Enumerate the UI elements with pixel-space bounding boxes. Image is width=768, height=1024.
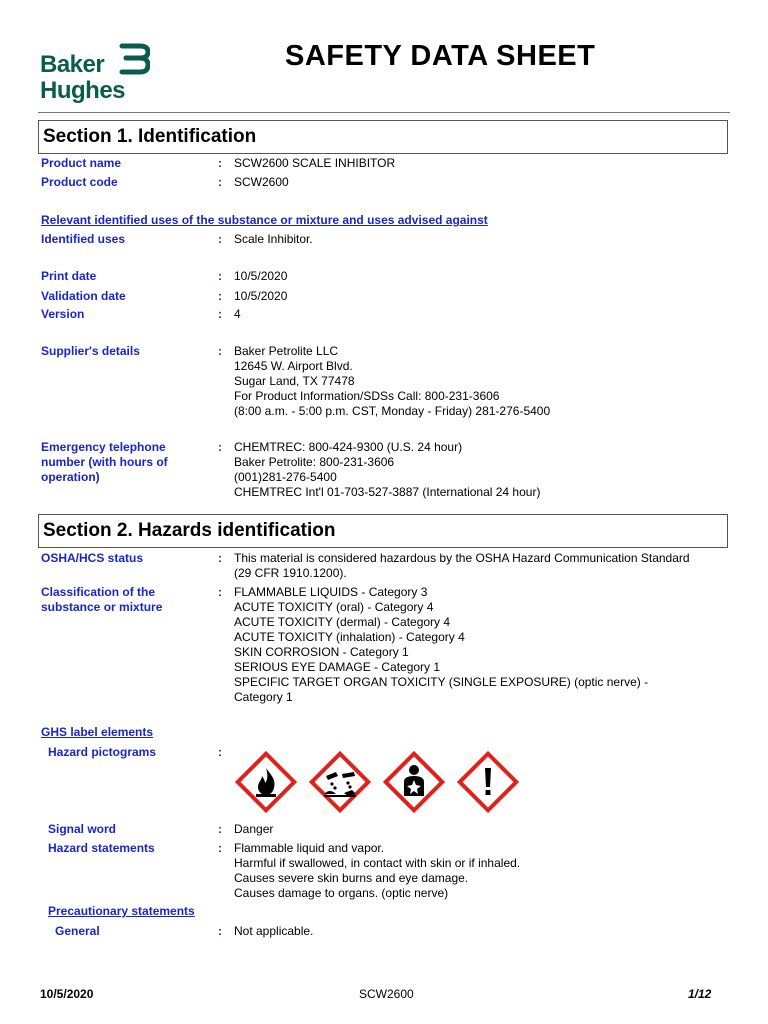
hazard-statements-label: Hazard statements bbox=[48, 841, 155, 855]
signal-word-label: Signal word bbox=[48, 822, 117, 836]
colon: : bbox=[218, 307, 222, 321]
classification-list bbox=[234, 585, 729, 705]
baker-hughes-logo bbox=[40, 40, 160, 104]
hazard-statement: Causes severe skin burns and eye damage. bbox=[234, 871, 469, 885]
print-date-value: 10/5/2020 bbox=[234, 269, 288, 283]
ghs-label-elements-heading[interactable]: GHS label elements bbox=[41, 725, 154, 739]
classification-label-line: Classification of the bbox=[41, 585, 156, 599]
classification-item: SERIOUS EYE DAMAGE - Category 1 bbox=[234, 660, 441, 674]
identified-uses-label: Identified uses bbox=[41, 232, 126, 246]
emergency-line: (001)281-276-5400 bbox=[234, 470, 337, 484]
classification-item: SKIN CORROSION - Category 1 bbox=[234, 645, 409, 659]
product-name-value: SCW2600 SCALE INHIBITOR bbox=[234, 156, 396, 170]
emergency-label-line: number (with hours of bbox=[41, 455, 168, 469]
footer-page-number: 1/12 bbox=[688, 987, 712, 1001]
supplier-line: For Product Information/SDSs Call: 800-231-3606 bbox=[234, 389, 500, 403]
colon: : bbox=[218, 440, 222, 454]
identified-uses-value: Scale Inhibitor. bbox=[234, 232, 313, 246]
precautionary-statements-heading[interactable]: Precautionary statements bbox=[48, 904, 195, 918]
classification-item: SPECIFIC TARGET ORGAN TOXICITY (SINGLE EXPOSURE) (optic nerve) - bbox=[234, 675, 649, 689]
emergency-numbers bbox=[234, 440, 729, 500]
colon: : bbox=[218, 269, 222, 283]
document-title: SAFETY DATA SHEET bbox=[285, 40, 596, 72]
flame-icon bbox=[234, 750, 298, 814]
hazard-statement: Flammable liquid and vapor. bbox=[234, 841, 385, 855]
osha-status-value bbox=[234, 551, 729, 581]
classification-item: ACUTE TOXICITY (dermal) - Category 4 bbox=[234, 615, 451, 629]
emergency-line: CHEMTREC Int'l 01-703-527-3887 (International 24 hour) bbox=[234, 485, 541, 499]
header-divider bbox=[38, 112, 730, 113]
health-hazard-icon bbox=[382, 750, 446, 814]
colon: : bbox=[218, 175, 222, 189]
supplier-line: Sugar Land, TX 77478 bbox=[234, 374, 355, 388]
classification-label bbox=[41, 585, 211, 615]
colon: : bbox=[218, 551, 222, 565]
emergency-label bbox=[41, 440, 211, 485]
footer-product: SCW2600 bbox=[359, 987, 414, 1001]
hazard-statement: Causes damage to organs. (optic nerve) bbox=[234, 886, 449, 900]
hazard-pictograms bbox=[234, 750, 524, 814]
colon: : bbox=[218, 745, 222, 759]
supplier-line: Baker Petrolite LLC bbox=[234, 344, 339, 358]
signal-word-value: Danger bbox=[234, 822, 274, 836]
section-1-heading bbox=[38, 120, 728, 154]
colon: : bbox=[218, 156, 222, 170]
print-date-label: Print date bbox=[41, 269, 97, 283]
relevant-uses-heading[interactable]: Relevant identified uses of the substance or mixture and uses advised against bbox=[41, 213, 488, 227]
version-label: Version bbox=[41, 307, 85, 321]
emergency-line: Baker Petrolite: 800-231-3606 bbox=[234, 455, 395, 469]
version-value: 4 bbox=[234, 307, 241, 321]
validation-date-value: 10/5/2020 bbox=[234, 289, 288, 303]
classification-item: ACUTE TOXICITY (oral) - Category 4 bbox=[234, 600, 434, 614]
logo-mark-icon bbox=[118, 42, 150, 76]
colon: : bbox=[218, 232, 222, 246]
colon: : bbox=[218, 344, 222, 358]
emergency-label-line: operation) bbox=[41, 470, 100, 484]
hazard-pictograms-label: Hazard pictograms bbox=[48, 745, 157, 759]
classification-item: FLAMMABLE LIQUIDS - Category 3 bbox=[234, 585, 428, 599]
colon: : bbox=[218, 924, 222, 938]
emergency-line: CHEMTREC: 800-424-9300 (U.S. 24 hour) bbox=[234, 440, 463, 454]
corrosion-icon bbox=[308, 750, 372, 814]
supplier-line: (8:00 a.m. - 5:00 p.m. CST, Monday - Friday) 281-276-5400 bbox=[234, 404, 551, 418]
exclamation-icon bbox=[456, 750, 520, 814]
supplier-label: Supplier's details bbox=[41, 344, 140, 358]
supplier-details bbox=[234, 344, 729, 419]
classification-item: Category 1 bbox=[234, 690, 293, 704]
product-code-label: Product code bbox=[41, 175, 118, 189]
general-value: Not applicable. bbox=[234, 924, 314, 938]
logo-text-hughes: Hughes bbox=[40, 77, 126, 104]
supplier-line: 12645 W. Airport Blvd. bbox=[234, 359, 353, 373]
product-code-value: SCW2600 bbox=[234, 175, 289, 189]
colon: : bbox=[218, 585, 222, 599]
general-label: General bbox=[55, 924, 100, 938]
footer-date: 10/5/2020 bbox=[40, 987, 94, 1001]
hazard-statements-list bbox=[234, 841, 729, 901]
osha-status-label: OSHA/HCS status bbox=[41, 551, 144, 565]
logo-text-baker: Baker bbox=[40, 51, 105, 78]
hazard-statement: Harmful if swallowed, in contact with skin or if inhaled. bbox=[234, 856, 521, 870]
section-2-heading bbox=[38, 514, 728, 548]
emergency-label-line: Emergency telephone bbox=[41, 440, 166, 454]
classification-label-line: substance or mixture bbox=[41, 600, 163, 614]
product-name-label: Product name bbox=[41, 156, 122, 170]
section-1-title: Section 1. Identification bbox=[43, 126, 257, 147]
osha-line: This material is considered hazardous by the OSHA Hazard Communication Standard bbox=[234, 551, 690, 565]
section-2-title: Section 2. Hazards identification bbox=[43, 520, 336, 541]
classification-item: ACUTE TOXICITY (inhalation) - Category 4 bbox=[234, 630, 465, 644]
validation-date-label: Validation date bbox=[41, 289, 126, 303]
colon: : bbox=[218, 289, 222, 303]
colon: : bbox=[218, 841, 222, 855]
osha-line: (29 CFR 1910.1200). bbox=[234, 566, 347, 580]
colon: : bbox=[218, 822, 222, 836]
